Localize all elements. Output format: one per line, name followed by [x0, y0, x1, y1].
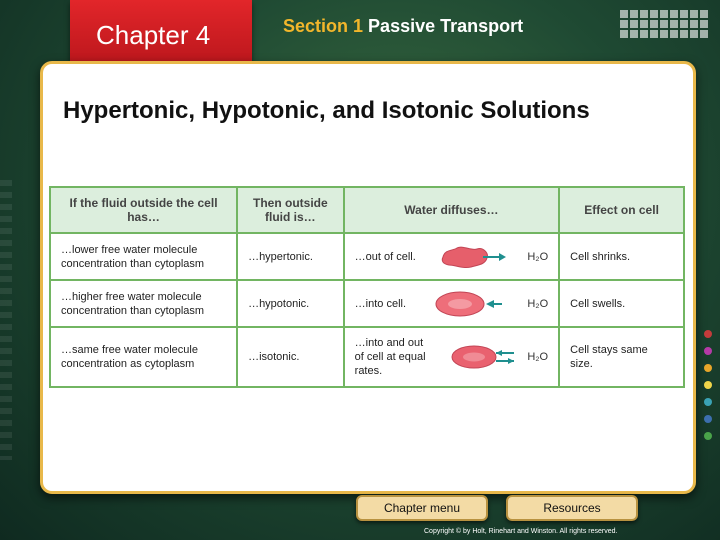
row-diffuse-text: …into cell.	[354, 297, 407, 310]
column-header-effect: Effect on cell	[559, 187, 684, 233]
row-fluid-cell: …same free water molecule concentration as cytoplasm	[50, 327, 237, 387]
row-fluid-cell: …lower free water molecule concentration than cytoplasm	[50, 233, 237, 280]
row-type-cell: …hypotonic.	[237, 280, 344, 327]
normal-cell-icon	[446, 343, 516, 371]
row-diffuse-text: …into and out of cell at equal rates.	[354, 337, 426, 377]
section-name: Passive Transport	[368, 16, 524, 36]
water-label: H₂O	[527, 297, 549, 310]
shrunken-cell-icon	[437, 243, 507, 271]
row-diffuse-cell	[344, 233, 559, 280]
copyright-text: Copyright © by Holt, Rinehart and Winston. All rights reserved.	[424, 528, 618, 535]
table-row	[50, 280, 684, 327]
section-number: Section 1	[283, 16, 364, 36]
row-diffuse-cell	[344, 327, 559, 387]
row-effect-cell: Cell stays same size.	[559, 327, 684, 387]
row-effect-cell: Cell swells.	[559, 280, 684, 327]
resources-button[interactable]: Resources	[506, 495, 638, 521]
row-type-cell: …hypertonic.	[237, 233, 344, 280]
column-header-diffuses: Water diffuses…	[344, 187, 559, 233]
row-diffuse-text: …out of cell.	[354, 250, 416, 263]
water-label: H₂O	[527, 351, 549, 363]
column-header-type: Then outside fluid is…	[237, 187, 344, 233]
page-title: Hypertonic, Hypotonic, and Isotonic Solutions	[63, 97, 590, 124]
solutions-table	[49, 186, 685, 388]
chapter-label: Chapter 4	[96, 20, 211, 50]
water-label: H₂O	[527, 250, 549, 263]
table-row	[50, 327, 684, 387]
table-row	[50, 233, 684, 280]
row-diffuse-cell	[344, 280, 559, 327]
row-effect-cell: Cell shrinks.	[559, 233, 684, 280]
row-type-cell: …isotonic.	[237, 327, 344, 387]
header-dot-pattern	[620, 10, 710, 40]
column-header-fluid: If the fluid outside the cell has…	[50, 187, 237, 233]
chapter-menu-button[interactable]: Chapter menu	[356, 495, 488, 521]
swollen-cell-icon	[432, 290, 502, 318]
left-decor-strip	[0, 180, 12, 460]
section-title	[283, 16, 523, 37]
row-fluid-cell: …higher free water molecule concentration than cytoplasm	[50, 280, 237, 327]
content-panel	[40, 61, 696, 494]
side-color-dots	[704, 330, 714, 449]
